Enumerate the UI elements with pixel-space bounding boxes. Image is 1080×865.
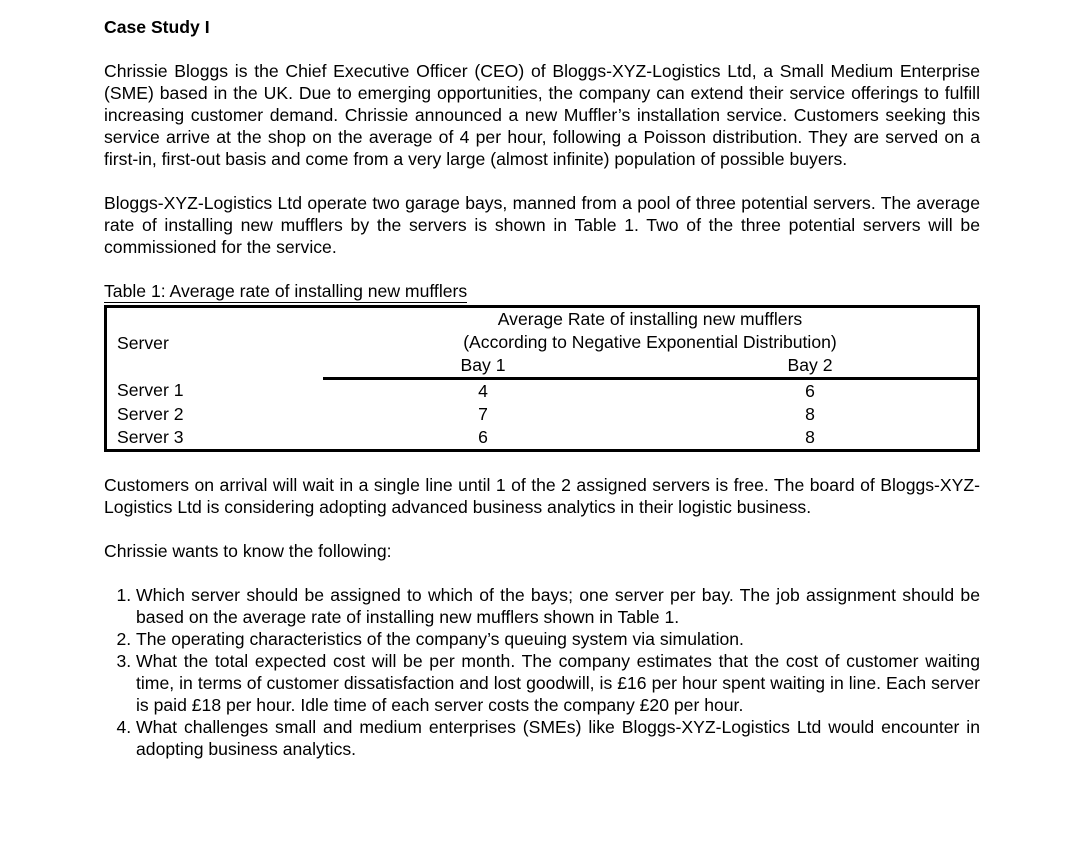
row-bay-1: 6	[478, 427, 488, 447]
bays-paragraph: Bloggs-XYZ-Logistics Ltd operate two garage bays, manned from a pool of three potential servers. The average rate of installing new mufflers by the servers is shown in Table 1. Two of the three potential servers will be commissioned for the service.	[104, 193, 980, 257]
row-server: Server 2	[117, 404, 184, 424]
row-bay-2: 8	[805, 427, 815, 447]
waiting-line-paragraph: Customers on arrival will wait in a single line until 1 of the 2 assigned servers is free. The board of Bloggs-XYZ-Logistics Ltd is considering adopting advanced business analytics in their logistic business.	[104, 475, 980, 517]
header-bay-2: Bay 2	[643, 354, 979, 379]
row-bay-1: 7	[478, 404, 488, 424]
table-caption: Table 1: Average rate of installing new mufflers	[104, 281, 468, 301]
header-bay-1: Bay 1	[323, 354, 643, 379]
header-line-1: Average Rate of installing new mufflers	[497, 309, 803, 329]
wants-paragraph: Chrissie wants to know the following:	[104, 541, 392, 561]
header-server: Server	[117, 332, 169, 353]
list-item: 2. The operating characteristics of the company’s queuing system via simulation.	[136, 628, 980, 650]
questions-list	[104, 584, 980, 760]
row-bay-2: 8	[805, 404, 815, 424]
table-row	[106, 379, 979, 404]
intro-paragraph: Chrissie Bloggs is the Chief Executive Officer (CEO) of Bloggs-XYZ-Logistics Ltd, a Small Medium Enterprise (SME) based in the UK. Due to emerging opportunities, the company can extend their service offerings to fulfill increasing customer demand. Chrissie announced a new Muffler’s installation service. Customers seeking this service arrive at the shop on the average of 4 per hour, following a Poisson distribution. They are served on a first-in, first-out basis and come from a very large (almost infinite) population of possible buyers.	[104, 61, 980, 169]
table-row	[106, 426, 979, 451]
row-server: Server 1	[117, 380, 184, 401]
list-item: 1. Which server should be assigned to which of the bays; one server per bay. The job assignment should be based on the average rate of installing new mufflers shown in Table 1.	[136, 584, 980, 628]
row-server: Server 3	[117, 427, 184, 447]
rates-table	[104, 305, 980, 452]
row-bay-2: 6	[805, 381, 815, 401]
list-item: 4. What challenges small and medium enterprises (SMEs) like Bloggs-XYZ-Logistics Ltd would encounter in adopting business analytics.	[136, 716, 980, 760]
table-row	[106, 403, 979, 426]
table-header-row	[106, 307, 979, 332]
document-body	[104, 16, 980, 760]
row-bay-1: 4	[478, 381, 488, 401]
header-line-2: (According to Negative Exponential Distribution)	[463, 332, 837, 352]
case-study-title: Case Study I	[104, 17, 210, 37]
list-item: 3. What the total expected cost will be per month. The company estimates that the cost of customer waiting time, in terms of customer dissatisfaction and lost goodwill, is £16 per hour spent waiting in line. Each server is paid £18 per hour. Idle time of each server costs the company £20 per hour.	[136, 650, 980, 716]
